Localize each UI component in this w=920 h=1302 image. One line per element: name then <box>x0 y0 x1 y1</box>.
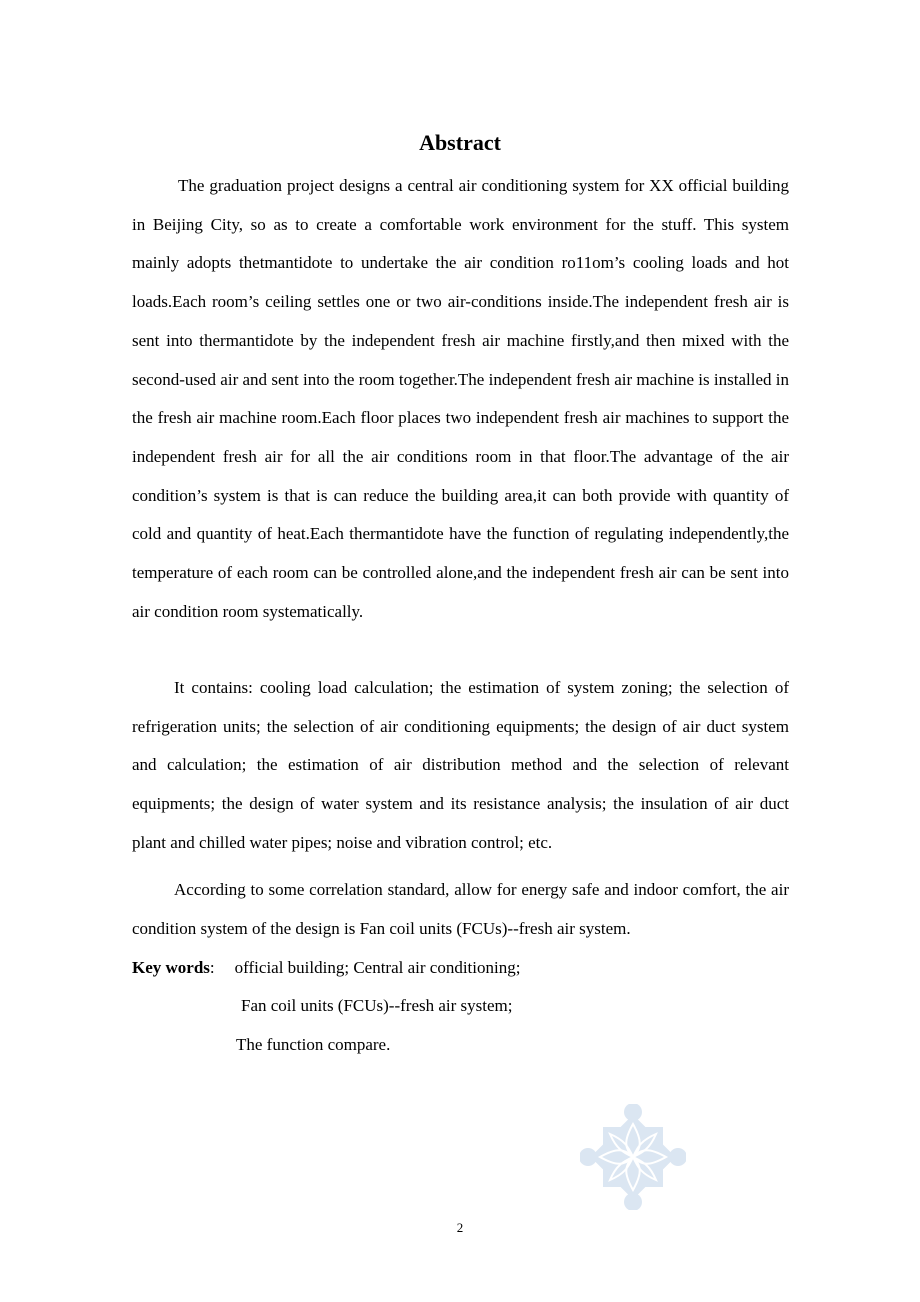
abstract-paragraph-2: It contains: cooling load calculation; the estimation of system zoning; the selection of refrigeration units; the selection of air conditioning equipments; the design of air duct system and calculation; the estimation of air distribution method and the selection of relevant equipments; the design of water system and its resistance analysis; the insulation of air duct plant and chilled water pipes; noise and vibration control; etc. <box>132 678 789 852</box>
keywords-line-1 <box>132 949 520 987</box>
keywords-label: Key words <box>132 958 210 977</box>
abstract-paragraph-3: According to some correlation standard, allow for energy safe and indoor comfort, the air condition system of the design is Fan coil units (FCUs)--fresh air system. <box>132 880 789 938</box>
keywords-line-3 <box>236 1026 390 1064</box>
keywords-separator: : <box>209 958 215 977</box>
flower-logo-icon <box>580 1104 686 1210</box>
keywords-line-2 <box>241 987 513 1025</box>
keywords-value-2: Fan coil units (FCUs)--fresh air system; <box>241 996 513 1015</box>
keywords-value-3: The function compare. <box>236 1035 391 1054</box>
abstract-paragraph-1: The graduation project designs a central air conditioning system for XX official building in Beijing City, so as to create a comfortable work environment for the stuff. This system mainly adopts thetmantidote to undertake the air condition ro11om’s cooling loads and hot loads.Each room’s ceiling settles one or two air-conditions inside.The independent fresh air is sent into thermantidote by the independent fresh air machine firstly,and then mixed with the second-used air and sent into the room together.The independent fresh air machine is installed in the fresh air machine room.Each floor places two independent fresh air machines to support the independent fresh air for all the air conditions room in that floor.The advantage of the air condition’s system is that is can reduce the building area,it can both provide with quantity of cold and quantity of heat.Each thermantidote have the function of regulating independently,the temperature of each room can be controlled alone,and the independent fresh air can be sent into air condition room systematically. <box>132 176 789 621</box>
keywords-value-1: official building; Central air conditioning; <box>234 958 521 977</box>
abstract-title: Abstract <box>419 130 501 155</box>
page-number: 2 <box>456 1220 464 1235</box>
